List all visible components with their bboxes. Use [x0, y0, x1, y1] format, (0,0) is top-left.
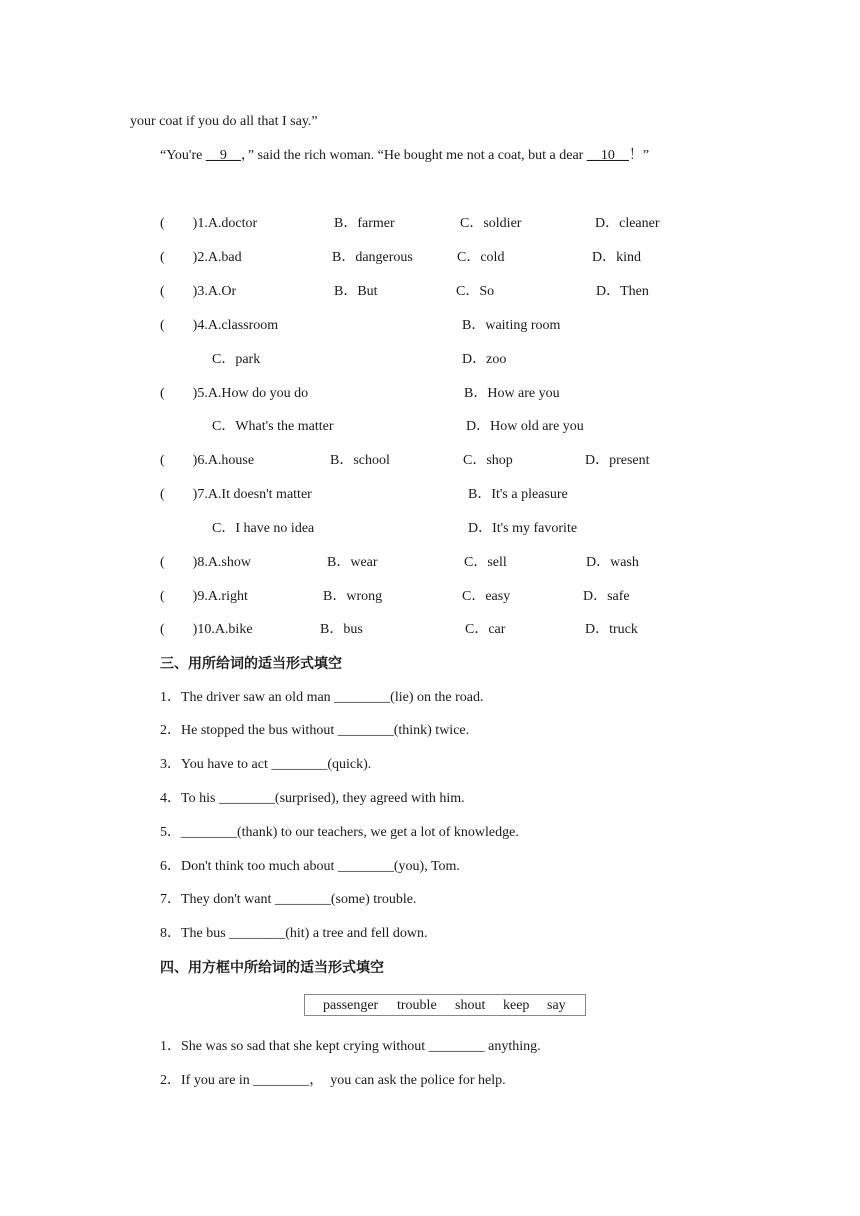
passage-text: “You're [160, 148, 206, 163]
blank-10: __10__ [586, 148, 629, 163]
question-7-d: D．It's my favorite [468, 521, 578, 536]
question-1-b: B．farmer [334, 216, 395, 231]
question-8-a: ( )8.A.show [160, 555, 251, 570]
question-10-a: ( )10.A.bike [160, 622, 253, 637]
question-5-c: C．What's the matter [212, 419, 334, 434]
word-box [304, 994, 586, 1016]
question-9-a: ( )9.A.right [160, 589, 248, 604]
question-2-a: ( )2.A.bad [160, 250, 242, 265]
question-7-c: C．I have no idea [212, 521, 315, 536]
question-9-d: D．safe [583, 589, 630, 604]
question-5-b: B．How are you [464, 386, 560, 401]
question-2-d: D．kind [592, 250, 641, 265]
question-6-c: C．shop [463, 453, 513, 468]
question-8-b: B．wear [327, 555, 378, 570]
section-4-item-1: 1．She was so sad that she kept crying without ________ anything. [160, 1039, 541, 1054]
passage-line-2 [160, 147, 649, 165]
question-4-c: C．park [212, 352, 261, 367]
blank-9: __9__ [205, 148, 241, 163]
word-box-word: say [547, 998, 566, 1013]
question-7-b: B．It's a pleasure [468, 487, 568, 502]
question-3-a: ( )3.A.Or [160, 284, 237, 299]
section-3-item-3: 3．You have to act ________(quick). [160, 757, 372, 772]
word-box-word: keep [503, 998, 530, 1013]
word-box-word: passenger [323, 998, 379, 1013]
question-9-c: C．easy [462, 589, 511, 604]
question-1-d: D．cleaner [595, 216, 660, 231]
question-6-b: B．school [330, 453, 390, 468]
section-3-item-2: 2．He stopped the bus without ________(think) twice. [160, 723, 470, 738]
question-7-a: ( )7.A.It doesn't matter [160, 487, 312, 502]
section-3-item-4: 4．To his ________(surprised), they agreed with him. [160, 791, 465, 806]
question-3-c: C．So [456, 284, 495, 299]
question-4-d: D．zoo [462, 352, 507, 367]
section-3-item-1: 1．The driver saw an old man ________(lie) on the road. [160, 690, 484, 705]
question-2-b: B．dangerous [332, 250, 413, 265]
question-10-c: C．car [465, 622, 506, 637]
question-5-d: D．How old are you [466, 419, 584, 434]
question-5-a: ( )5.A.How do you do [160, 386, 309, 401]
section-3-item-8: 8．The bus ________(hit) a tree and fell down. [160, 926, 428, 941]
question-3-b: B．But [334, 284, 378, 299]
passage-text: ，” said the rich woman. “He bought me not a coat, but a dear [240, 148, 587, 163]
question-3-d: D．Then [596, 284, 649, 299]
question-8-c: C．sell [464, 555, 507, 570]
question-6-a: ( )6.A.house [160, 453, 255, 468]
word-box-word: trouble [397, 998, 437, 1013]
question-10-d: D．truck [585, 622, 638, 637]
question-1-c: C．soldier [460, 216, 522, 231]
section-3-item-5: 5．________(thank) to our teachers, we get a lot of knowledge. [160, 825, 519, 840]
section-3-item-6: 6．Don't think too much about ________(you), Tom. [160, 859, 460, 874]
passage-text: ！” [628, 148, 650, 163]
question-2-c: C．cold [457, 250, 505, 265]
question-6-d: D．present [585, 453, 650, 468]
section-3-heading: 三、用所给词的适当形式填空 [160, 656, 342, 672]
question-4-a: ( )4.A.classroom [160, 318, 279, 333]
section-4-item-2: 2．If you are in ________， you can ask the police for help. [160, 1073, 506, 1088]
question-9-b: B．wrong [323, 589, 383, 604]
question-10-b: B．bus [320, 622, 363, 637]
question-8-d: D．wash [586, 555, 639, 570]
question-1-a: ( )1.A.doctor [160, 216, 258, 231]
section-3-item-7: 7．They don't want ________(some) trouble. [160, 892, 417, 907]
passage-line-1: your coat if you do all that I say.” [130, 114, 318, 129]
word-box-word: shout [455, 998, 486, 1013]
section-4-heading: 四、用方框中所给词的适当形式填空 [160, 960, 384, 976]
question-4-b: B．waiting room [462, 318, 561, 333]
